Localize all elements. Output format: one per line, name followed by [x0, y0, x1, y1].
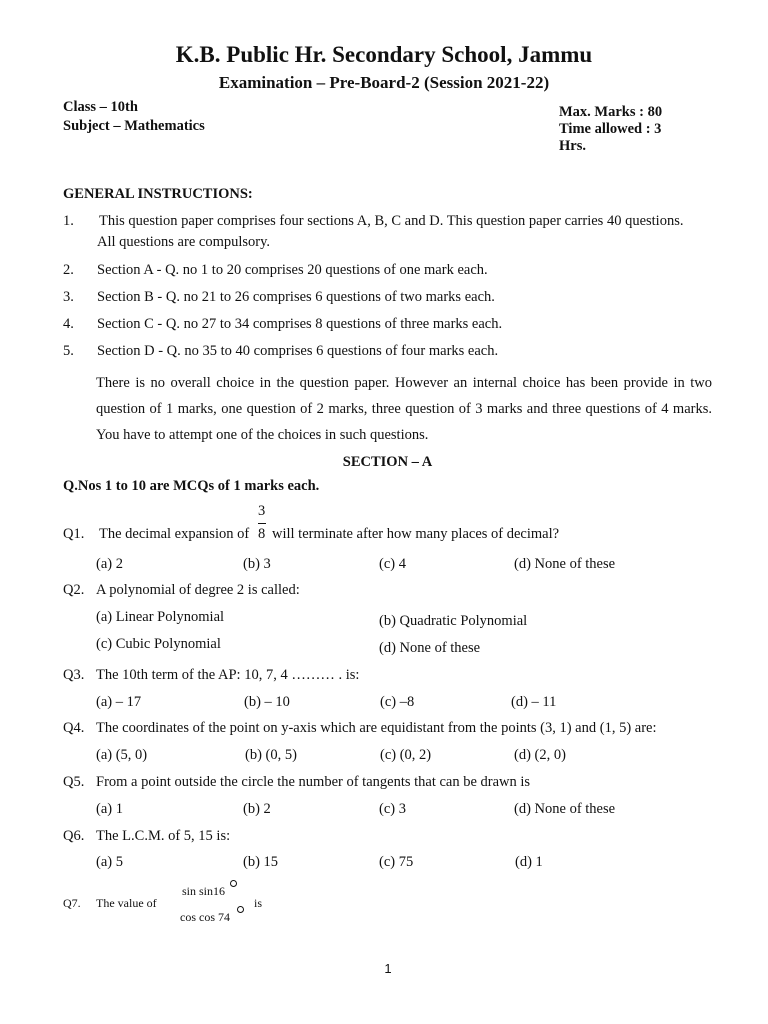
option: (d) 1: [515, 854, 543, 870]
option: (d) None of these: [379, 640, 481, 656]
instruction-text: Section A - Q. no 1 to 20 comprises 20 questions of one mark each.: [97, 262, 488, 278]
question-text: is: [254, 896, 263, 910]
option: (d) – 11: [511, 694, 557, 710]
instruction-number: 4.: [63, 316, 74, 332]
instruction-text: All questions are compulsory.: [97, 234, 271, 250]
option: (c) 3: [379, 801, 406, 817]
option: (b) Quadratic Polynomial: [379, 613, 528, 629]
option: (d) None of these: [514, 801, 616, 817]
question-text: The L.C.M. of 5, 15 is:: [96, 828, 231, 844]
choice-note: There is no overall choice in the question paper. However an internal choice has been provide in two question of 1 marks, one question of 2 marks, three question of 3 marks and three questions of 4 marks. You have to attempt one of the choices in such questions.: [96, 375, 712, 443]
question-number: Q2.: [63, 582, 85, 598]
question-number: Q7.: [63, 896, 81, 910]
expression-numerator: sin sin16: [182, 884, 226, 898]
option: (b) 2: [243, 801, 271, 817]
option: (b) 3: [243, 556, 271, 572]
question-text: From a point outside the circle the number of tangents that can be drawn is: [96, 774, 531, 790]
instruction-number: 5.: [63, 343, 74, 359]
instruction-text: Section B - Q. no 21 to 26 comprises 6 questions of two marks each.: [97, 289, 495, 305]
option: (a) 1: [96, 801, 123, 817]
section-title: SECTION – A: [342, 454, 433, 470]
fraction-denominator: 8: [258, 526, 266, 542]
degree-symbol: [237, 906, 244, 913]
question-number: Q6.: [63, 828, 85, 844]
page-number: 1: [384, 961, 392, 976]
option: (b) – 10: [244, 694, 290, 710]
expression-denominator: cos cos 74: [180, 910, 230, 924]
option: (c) 4: [379, 556, 406, 572]
option: (c) Cubic Polynomial: [96, 636, 221, 652]
subject-label: Subject – Mathematics: [63, 118, 205, 134]
instructions-heading: GENERAL INSTRUCTIONS:: [63, 186, 253, 202]
option: (c) 75: [379, 854, 414, 870]
instruction-text: Section D - Q. no 35 to 40 comprises 6 questions of four marks each.: [97, 343, 499, 359]
question-text: A polynomial of degree 2 is called:: [96, 582, 300, 598]
question-text: The coordinates of the point on y-axis which are equidistant from the points (3, 1) and (1, 5) are:: [96, 720, 657, 736]
fraction-bar: [258, 523, 266, 524]
fraction-numerator: 3: [258, 503, 266, 519]
exam-title: Examination – Pre-Board-2 (Session 2021-22): [218, 73, 550, 92]
option: (c) –8: [380, 694, 415, 710]
instruction-number: 1.: [63, 213, 74, 229]
question-number: Q1.: [63, 526, 85, 542]
option: (c) (0, 2): [380, 747, 432, 763]
instruction-text: Section C - Q. no 27 to 34 comprises 8 questions of three marks each.: [97, 316, 503, 332]
question-text: The 10th term of the AP: 10, 7, 4 ……… . is:: [96, 667, 360, 683]
instruction-text: This question paper comprises four sections A, B, C and D. This question paper carries 40 questions.: [99, 213, 684, 229]
option: (d) None of these: [514, 556, 616, 572]
mcq-note: Q.Nos 1 to 10 are MCQs of 1 marks each.: [63, 478, 320, 494]
option: (a) (5, 0): [96, 747, 148, 763]
option: (a) – 17: [96, 694, 142, 710]
class-label: Class – 10th: [63, 99, 138, 115]
question-text: will terminate after how many places of decimal?: [272, 526, 560, 542]
degree-symbol: [230, 880, 237, 887]
instruction-number: 2.: [63, 262, 74, 278]
option: (a) 5: [96, 854, 123, 870]
max-marks: Max. Marks : 80: [559, 104, 663, 120]
option: (d) (2, 0): [514, 747, 566, 763]
school-name: K.B. Public Hr. Secondary School, Jammu: [175, 42, 593, 67]
question-text: The decimal expansion of: [99, 526, 250, 542]
time-allowed: Time allowed : 3: [559, 121, 662, 137]
question-number: Q4.: [63, 720, 85, 736]
option: (b) 15: [243, 854, 279, 870]
question-number: Q5.: [63, 774, 85, 790]
instruction-number: 3.: [63, 289, 74, 305]
question-text: The value of: [96, 896, 157, 910]
option: (a) Linear Polynomial: [96, 609, 225, 625]
time-allowed-unit: Hrs.: [559, 138, 586, 154]
option: (b) (0, 5): [245, 747, 297, 763]
question-number: Q3.: [63, 667, 85, 683]
option: (a) 2: [96, 556, 123, 572]
